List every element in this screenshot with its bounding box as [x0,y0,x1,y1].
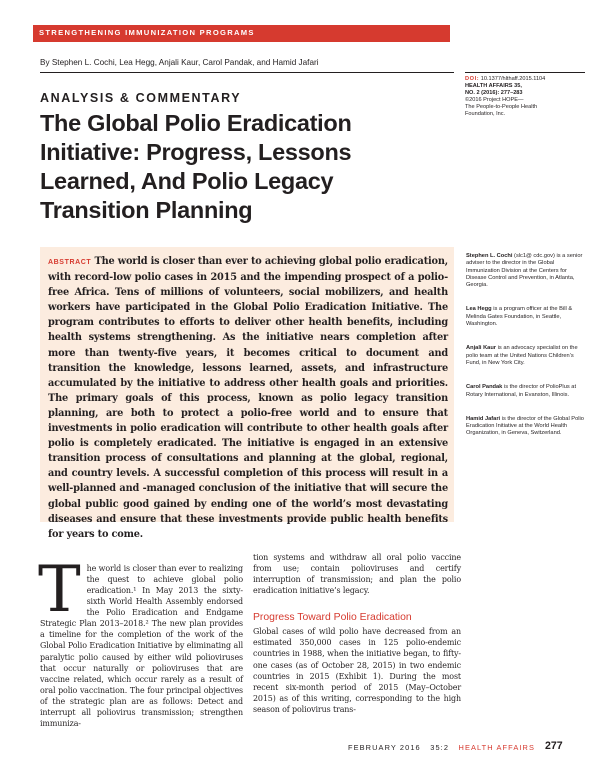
footer-date: FEBRUARY 2016 [348,743,421,752]
abstract-text: The world is closer than ever to achieving global polio eradication, with record-low polio cases in 2015 and the impending prospect of a polio-free Africa. Tens of millions of volunteers, social mobilizers, and health workers have participated in the Global Polio Eradication Initiative. The program contributes to efforts to deliver other health benefits, including health systems strengthening. As the initiative nears completion after more than twenty-five years, it becomes critical to document and transition the knowledge, lessons learned, assets, and infrastructure accumulated by the initiative to address other health goals and priorities. The primary goals of this process, known as polio legacy transition planning, are both to protect a polio-free world and to ensure that investments in polio eradication will contribute to other health goals after polio is completely eradicated. The initiative is engaged in an extensive transition process of consultations and planning at the global, regional, and country levels. A successful completion of this process will result in a well-planned and -managed conclusion of the initiative that will secure the global public good gained by ending one of the world’s most devastating diseases and ensure that these investments provide public health benefits for years to come. [48,256,448,540]
bio-name: Hamid Jafari [466,415,501,422]
author-bio [466,384,586,399]
body-column-1 [38,553,243,729]
bio-name: Lea Hegg [466,306,492,313]
author-bios [466,253,586,455]
body-paragraph: Global cases of wild polio have decreased from an estimated 350,000 cases in 125 polio-endemic countries in 1988, when the initiative began, to fifty-one cases (as of October 28, 2015) in two endemic countries in 2015 (Exhibit 1). During the most recent six-month period of 2015 (May–October 2015) as of this writing, corresponding to the high season of poliovirus trans- [253,627,461,714]
copyright-line: ©2016 Project HOPE— [465,97,524,104]
meta-rule [465,72,585,73]
series-banner [33,25,450,42]
doi-label: DOI: [465,76,480,82]
journal-name: HEALTH AFFAIRS 35, [465,83,522,90]
abstract-label: ABSTRACT [48,259,92,266]
author-bio [466,416,586,438]
page-number: 277 [545,740,563,752]
abstract-box [40,247,454,540]
author-bio [466,306,586,328]
byline-rule [40,72,454,73]
series-label: STRENGTHENING IMMUNIZATION PROGRAMS [39,28,255,37]
bio-name: Carol Pandak [466,384,503,391]
bio-text: is a program officer at the Bill & Melinda Gates Foundation, in Seattle, Washington. [466,306,573,328]
drop-cap: T [38,553,81,627]
section-label: ANALYSIS & COMMENTARY [40,91,242,105]
bio-text: is an advocacy specialist on the polio team at the United Nations Children’s Fund, in New York City. [466,345,578,366]
title-line: The Global Polio Eradication [40,110,352,136]
publisher-line: Foundation, Inc. [465,111,506,118]
publisher-line: The People-to-People Health [465,104,538,111]
section-subheading: Progress Toward Polio Eradication [253,612,412,624]
body-paragraph: tion systems and withdraw all oral polio vaccine from use; contain polioviruses and certify interruption of transmission; and plan the polio eradication initiative’s legacy. [253,553,461,596]
doi-link[interactable]: 10.1377/hlthaff.2015.1104 [480,76,546,82]
footer-volume: 35:2 [430,743,450,752]
author-bio [466,345,586,367]
bio-text: is the director of the Global Polio Eradication Initiative at the World Health Organization, in Geneva, Switzerland. [466,415,584,437]
title-line: Initiative: Progress, Lessons [40,139,352,165]
author-bio [466,253,586,289]
bio-text: (slc1@ cdc.gov) is a senior adviser to the director in the Global Immunization Division at the Centers for Disease Control and Prevention, in Atlanta, Georgia. [466,253,583,289]
bio-name: Anjali Kaur [466,345,497,352]
body-column-2 [253,552,461,715]
title-line: Learned, And Polio Legacy [40,168,334,194]
issue-info: NO. 2 (2016): 277–283 [465,90,523,97]
title-line: Transition Planning [40,197,253,223]
bio-text: is the director of PolioPlus at Rotary International, in Evanston, Illinois. [466,384,577,398]
article-metadata [465,76,585,119]
footer-journal: HEALTH AFFAIRS [458,743,535,752]
running-footer [348,743,535,752]
bio-name: Stephen L. Cochi [466,253,513,259]
author-byline: By Stephen L. Cochi, Lea Hegg, Anjali Kaur, Carol Pandak, and Hamid Jafari [40,58,319,67]
article-title [40,109,440,225]
body-paragraph: he world is closer than ever to realizing the quest to achieve global polio eradication.¹ In May 2013 the sixty-sixth World Health Assembly endorsed the Polio Eradication and Endgame Strategic Plan 2013–2018.² The new plan provides a timeline for the completion of the work of the Global Polio Eradication Initiative by eliminating all paralytic polio caused by either wild polioviruses that occur naturally or polioviruses that are vaccine related, which occur rarely as a result of oral polio vaccination. The four principal objectives of the strategic plan are as follows: Detect and interrupt all poliovirus transmission; strengthen immuniza- [40,564,243,728]
